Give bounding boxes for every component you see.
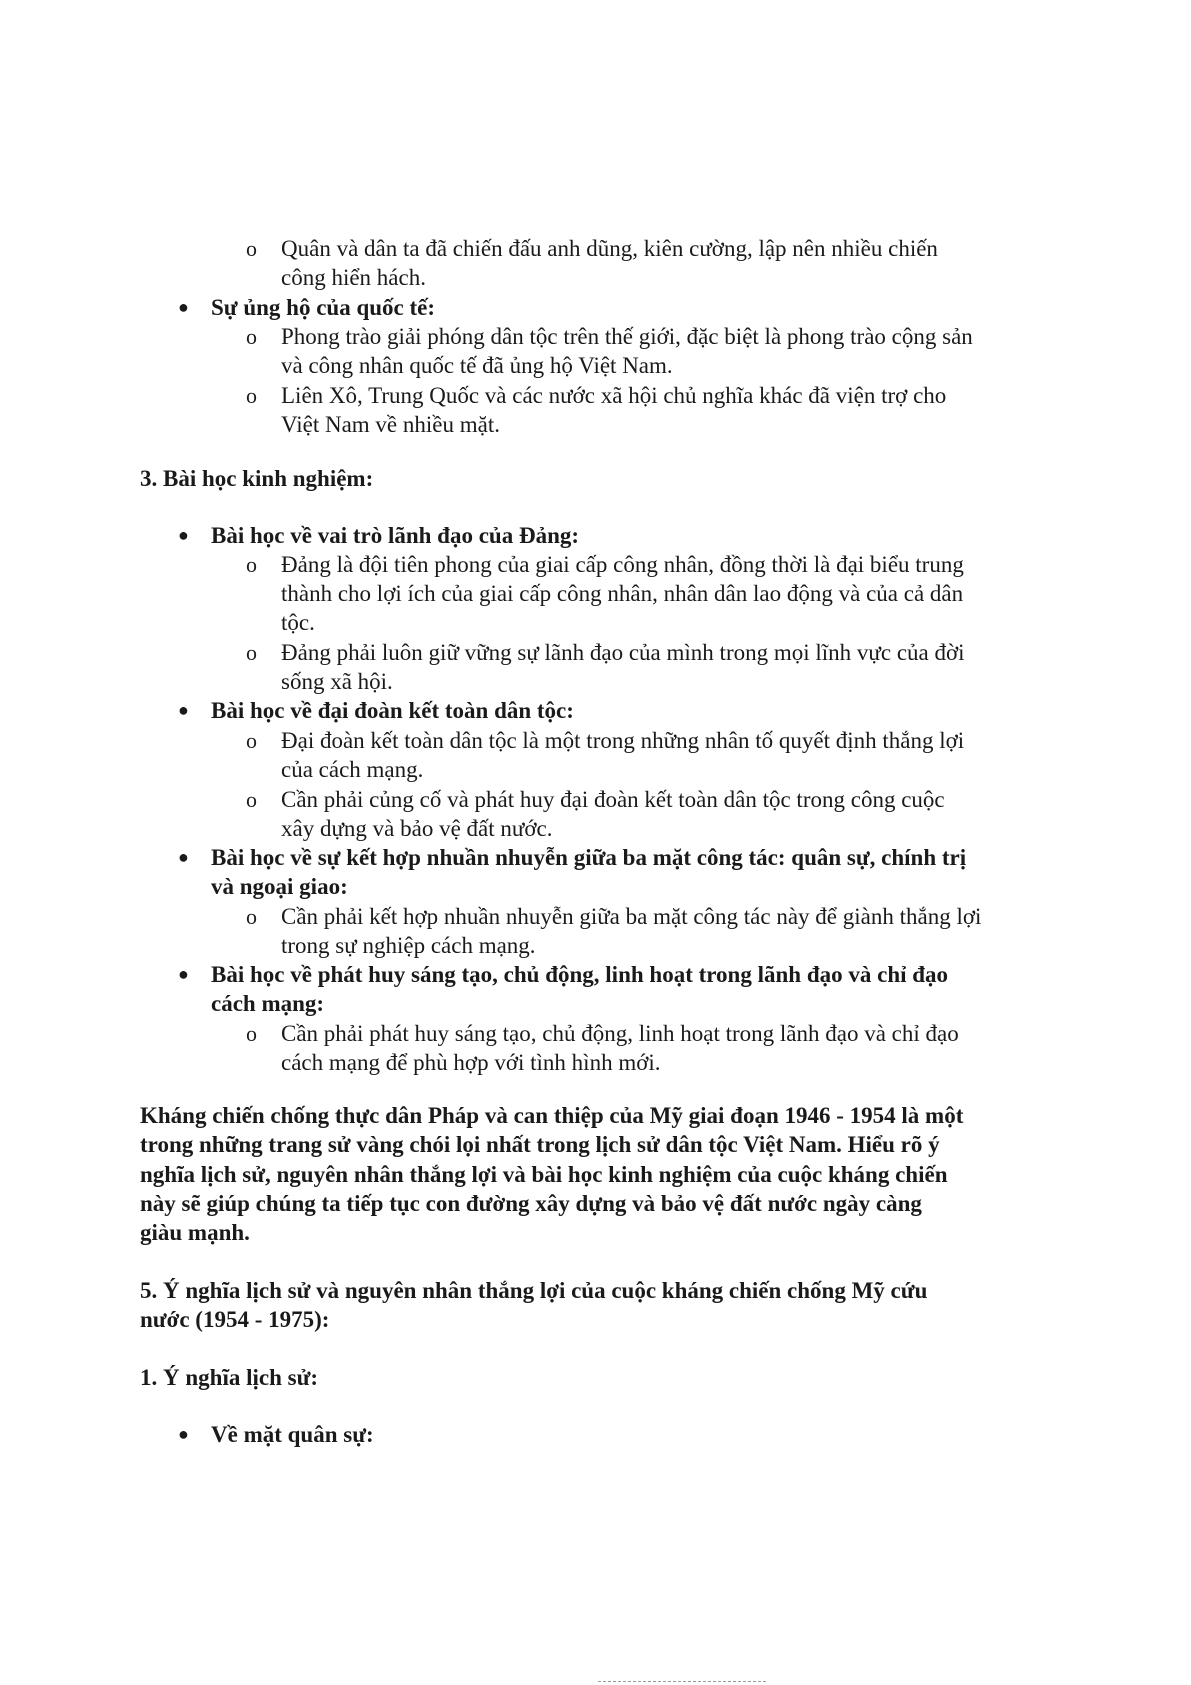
- sub-item-marker: o: [246, 904, 257, 929]
- sub-item-marker: o: [246, 236, 257, 261]
- sub-item-text: sống xã hội.: [281, 669, 393, 694]
- bullet-title: Bài học về đại đoàn kết toàn dân tộc:: [211, 698, 574, 723]
- sub-item-text: Liên Xô, Trung Quốc và các nước xã hội chủ nghĩa khác đã viện trợ cho: [281, 383, 947, 408]
- sub-item-text: thành cho lợi ích của giai cấp công nhân, nhân dân lao động và của cả dân: [281, 581, 964, 606]
- conclusion-paragraph-line: trong những trang sử vàng chói lọi nhất trong lịch sử dân tộc Việt Nam. Hiểu rõ ý: [140, 1132, 940, 1157]
- sub-item-text: Việt Nam về nhiều mặt.: [281, 412, 500, 437]
- sub-item-marker: o: [246, 640, 257, 665]
- bullet-title: Bài học về sự kết hợp nhuần nhuyễn giữa ba mặt công tác: quân sự, chính trị: [211, 845, 967, 870]
- sub-item-text: Phong trào giải phóng dân tộc trên thế giới, đặc biệt là phong trào cộng sản: [281, 324, 973, 349]
- sub-item-text: Cần phải phát huy sáng tạo, chủ động, linh hoạt trong lãnh đạo và chỉ đạo: [281, 1021, 959, 1046]
- bullet-title: Bài học về phát huy sáng tạo, chủ động, linh hoạt trong lãnh đạo và chỉ đạo: [211, 962, 949, 987]
- sub-item-marker: o: [246, 324, 257, 349]
- section-heading: 3. Bài học kinh nghiệm:: [140, 466, 374, 491]
- sub-item-marker: o: [246, 383, 257, 408]
- sub-item-text: và công nhân quốc tế đã ủng hộ Việt Nam.: [281, 353, 673, 378]
- sub-item-text: của cách mạng.: [281, 757, 424, 782]
- sub-item-marker: o: [246, 552, 257, 577]
- page-bottom-divider: [598, 1681, 766, 1682]
- bullet-icon: ●: [178, 847, 189, 867]
- sub-item-text: công hiển hách.: [281, 265, 426, 290]
- sub-item-text: Cần phải củng cố và phát huy đại đoàn kết toàn dân tộc trong công cuộc: [281, 787, 945, 812]
- sub-item-marker: o: [246, 1021, 257, 1046]
- conclusion-paragraph-line: Kháng chiến chống thực dân Pháp và can thiệp của Mỹ giai đoạn 1946 - 1954 là một: [140, 1103, 964, 1128]
- sub-item-marker: o: [246, 728, 257, 753]
- bullet-icon: ●: [178, 1424, 189, 1444]
- bullet-title: Về mặt quân sự:: [211, 1422, 374, 1447]
- conclusion-paragraph-line: giàu mạnh.: [140, 1220, 250, 1245]
- sub-item-text: Đảng phải luôn giữ vững sự lãnh đạo của mình trong mọi lĩnh vực của đời: [281, 640, 965, 665]
- sub-item-text: tộc.: [281, 610, 315, 635]
- bullet-icon: ●: [178, 525, 189, 545]
- bullet-icon: ●: [178, 297, 189, 317]
- subsection-heading: 1. Ý nghĩa lịch sử:: [140, 1365, 319, 1390]
- sub-item-text: cách mạng để phù hợp với tình hình mới.: [281, 1050, 661, 1075]
- sub-item-text: trong sự nghiệp cách mạng.: [281, 933, 536, 958]
- sub-item-text: Quân và dân ta đã chiến đấu anh dũng, kiên cường, lập nên nhiều chiến: [281, 236, 938, 261]
- section-heading: 5. Ý nghĩa lịch sử và nguyên nhân thắng lợi của cuộc kháng chiến chống Mỹ cứu: [140, 1278, 928, 1303]
- bullet-title: cách mạng:: [211, 991, 325, 1016]
- conclusion-paragraph-line: nghĩa lịch sử, nguyên nhân thắng lợi và bài học kinh nghiệm của cuộc kháng chiến: [140, 1162, 948, 1187]
- bullet-title: Sự ủng hộ của quốc tế:: [211, 295, 436, 320]
- conclusion-paragraph-line: này sẽ giúp chúng ta tiếp tục con đường xây dựng và bảo vệ đất nước ngày càng: [140, 1191, 922, 1216]
- bullet-title: Bài học về vai trò lãnh đạo của Đảng:: [211, 523, 580, 548]
- sub-item-text: xây dựng và bảo vệ đất nước.: [281, 816, 553, 841]
- bullet-title: và ngoại giao:: [211, 874, 348, 899]
- bullet-icon: ●: [178, 700, 189, 720]
- sub-item-text: Đại đoàn kết toàn dân tộc là một trong những nhân tố quyết định thắng lợi: [281, 728, 965, 753]
- sub-item-marker: o: [246, 787, 257, 812]
- sub-item-text: Cần phải kết hợp nhuần nhuyễn giữa ba mặt công tác này để giành thắng lợi: [281, 904, 982, 929]
- section-heading: nước (1954 - 1975):: [140, 1307, 330, 1332]
- bullet-icon: ●: [178, 964, 189, 984]
- sub-item-text: Đảng là đội tiên phong của giai cấp công nhân, đồng thời là đại biểu trung: [281, 552, 964, 577]
